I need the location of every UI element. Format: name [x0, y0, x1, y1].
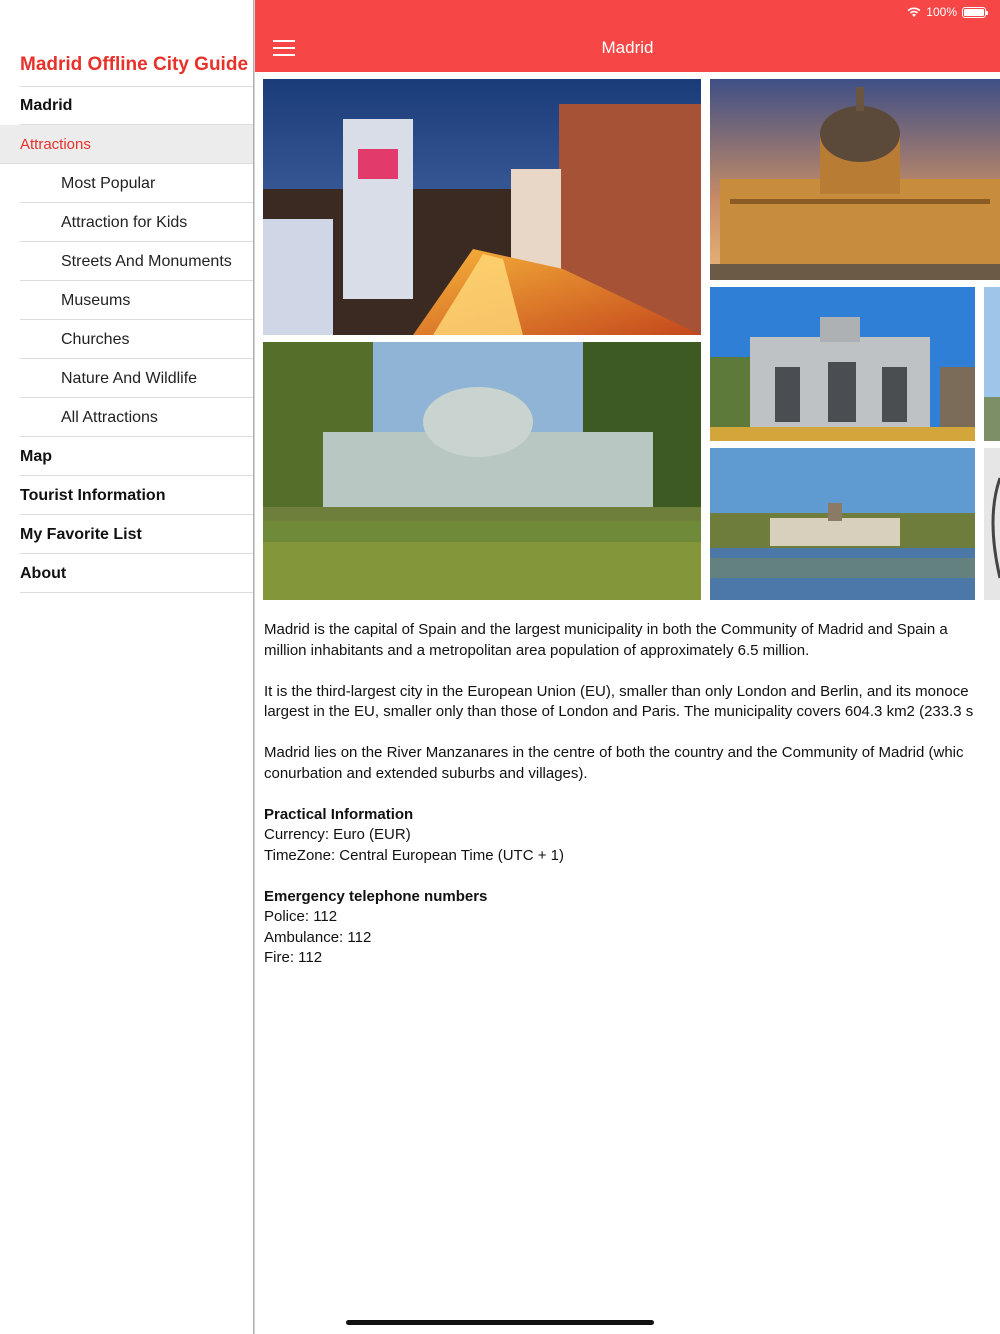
photo-almudena-cathedral[interactable]: [710, 79, 1000, 280]
sidebar-item-nature-and-wildlife[interactable]: Nature And Wildlife: [0, 359, 253, 398]
paragraph-2-line-1: It is the third-largest city in the European Union (EU), smaller than only London and Berlin, and its monoce: [264, 682, 969, 700]
currency-text: Currency: Euro (EUR): [264, 826, 411, 843]
photo-puerta-de-alcala[interactable]: [710, 287, 975, 441]
sidebar-item-attraction-for-kids[interactable]: Attraction for Kids: [0, 203, 253, 242]
timezone-text: TimeZone: Central European Time (UTC + 1): [264, 846, 564, 864]
photo-partial-right-1[interactable]: [984, 287, 1000, 441]
sidebar-item-map[interactable]: Map: [0, 437, 253, 476]
sidebar-item-tourist-information[interactable]: Tourist Information: [0, 476, 253, 515]
paragraph-3-line-2: conurbation and extended suburbs and villages).: [264, 764, 588, 782]
sidebar-item-my-favorite-list[interactable]: My Favorite List: [0, 515, 253, 554]
battery-icon: [962, 7, 986, 18]
paragraph-3-line-1: Madrid lies on the River Manzanares in the centre of both the country and the Community of Madrid (whic: [264, 744, 964, 761]
navigation-bar: [255, 0, 1000, 72]
sidebar-item-all-attractions[interactable]: All Attractions: [0, 398, 253, 437]
sidebar-menu: [0, 86, 253, 593]
home-indicator[interactable]: [346, 1320, 654, 1325]
sidebar-item-churches[interactable]: Churches: [0, 320, 253, 359]
photo-gran-via-night[interactable]: [263, 79, 701, 335]
status-bar: [907, 4, 986, 20]
ambulance-number: Ambulance: 112: [264, 928, 372, 946]
emergency-numbers-heading: Emergency telephone numbers: [264, 887, 488, 905]
wifi-icon: [907, 6, 921, 18]
police-number: Police: 112: [264, 908, 338, 925]
sidebar-item-streets-and-monuments[interactable]: Streets And Monuments: [0, 242, 253, 281]
sidebar-item-attractions[interactable]: Attractions: [0, 125, 253, 164]
paragraph-1-line-1: Madrid is the capital of Spain and the largest municipality in both the Community of Madrid and Spain a: [264, 621, 948, 638]
page-title: Madrid: [601, 38, 654, 57]
sidebar-item-most-popular[interactable]: Most Popular: [0, 164, 253, 203]
article-text: [264, 620, 1000, 989]
app-title: Madrid Offline City Guide: [20, 54, 249, 75]
paragraph-2-line-2: largest in the EU, smaller only than those of London and Paris. The municipality covers 604.3 km2 (233.3 s: [264, 703, 974, 720]
photo-retiro-lake[interactable]: [710, 448, 975, 600]
battery-percentage: 100%: [926, 5, 957, 19]
main-content: [255, 0, 1000, 1334]
sidebar-item-museums[interactable]: Museums: [0, 281, 253, 320]
photo-partial-right-2[interactable]: [984, 448, 1000, 600]
practical-information-heading: Practical Information: [264, 805, 414, 823]
sidebar-item-madrid[interactable]: Madrid: [0, 86, 253, 125]
sidebar: [0, 0, 253, 1334]
paragraph-1-line-2: million inhabitants and a metropolitan area population of approximately 6.5 million.: [264, 641, 810, 659]
photo-crystal-palace[interactable]: [263, 342, 701, 600]
sidebar-item-about[interactable]: About: [0, 554, 253, 593]
fire-number: Fire: 112: [264, 949, 323, 966]
